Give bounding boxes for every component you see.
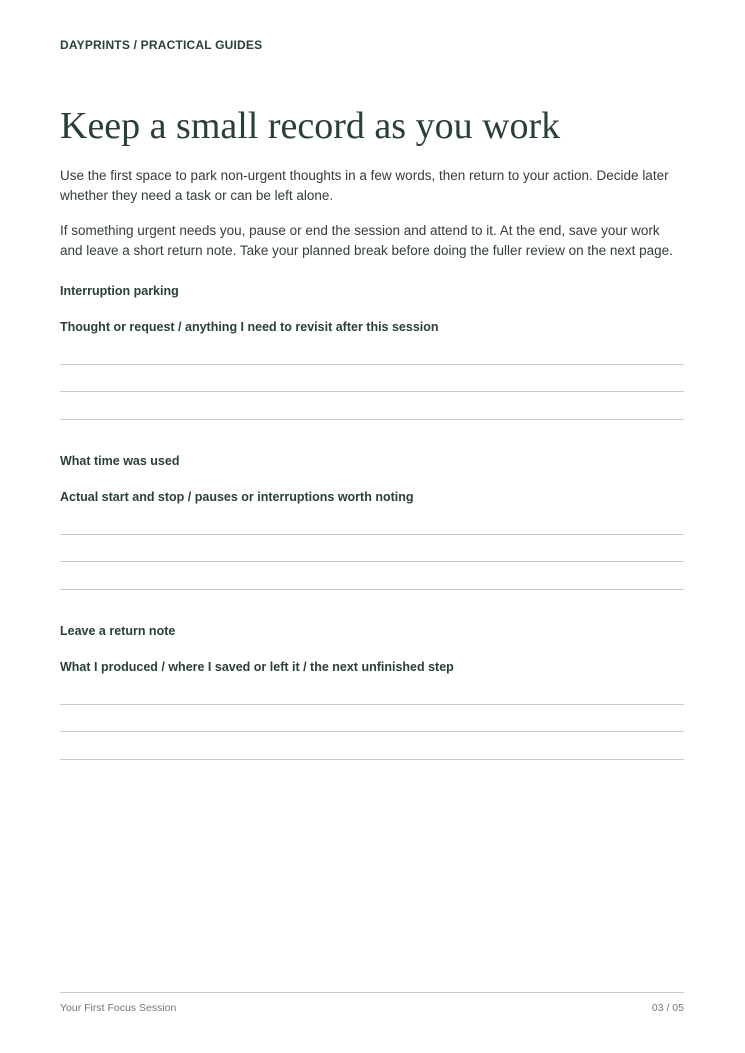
- writing-line: [60, 534, 684, 535]
- writing-line: [60, 731, 684, 732]
- section-title: Leave a return note: [60, 624, 176, 638]
- writing-line: [60, 364, 684, 365]
- intro-paragraph-2: If something urgent needs you, pause or end the session and attend to it. At the end, save your work and leave a short return note. Take your planned break before doing the fuller review on the next page.: [60, 223, 673, 258]
- writing-line: [60, 561, 684, 562]
- section-title: Interruption parking: [60, 284, 179, 298]
- section-title: What time was used: [60, 454, 180, 468]
- footer-page-number: 03 / 05: [651, 1002, 684, 1014]
- section-prompt: Actual start and stop / pauses or interruptions worth noting: [60, 490, 414, 504]
- writing-line: [60, 391, 684, 392]
- brand-breadcrumb: DAYPRINTS / PRACTICAL GUIDES: [60, 38, 263, 52]
- writing-line: [60, 759, 684, 760]
- footer-divider: [60, 992, 684, 993]
- intro-paragraph-1: Use the first space to park non-urgent thoughts in a few words, then return to your action. Decide later whether they need a task or can be left alone.: [60, 168, 669, 203]
- writing-line: [60, 419, 684, 420]
- worksheet-page: [60, 0, 684, 1053]
- footer-document-title: Your First Focus Session: [60, 1002, 177, 1014]
- writing-line: [60, 589, 684, 590]
- section-prompt: Thought or request / anything I need to revisit after this session: [60, 320, 439, 334]
- section-prompt: What I produced / where I saved or left it / the next unfinished step: [60, 660, 454, 674]
- writing-line: [60, 704, 684, 705]
- page-title: Keep a small record as you work: [60, 105, 561, 147]
